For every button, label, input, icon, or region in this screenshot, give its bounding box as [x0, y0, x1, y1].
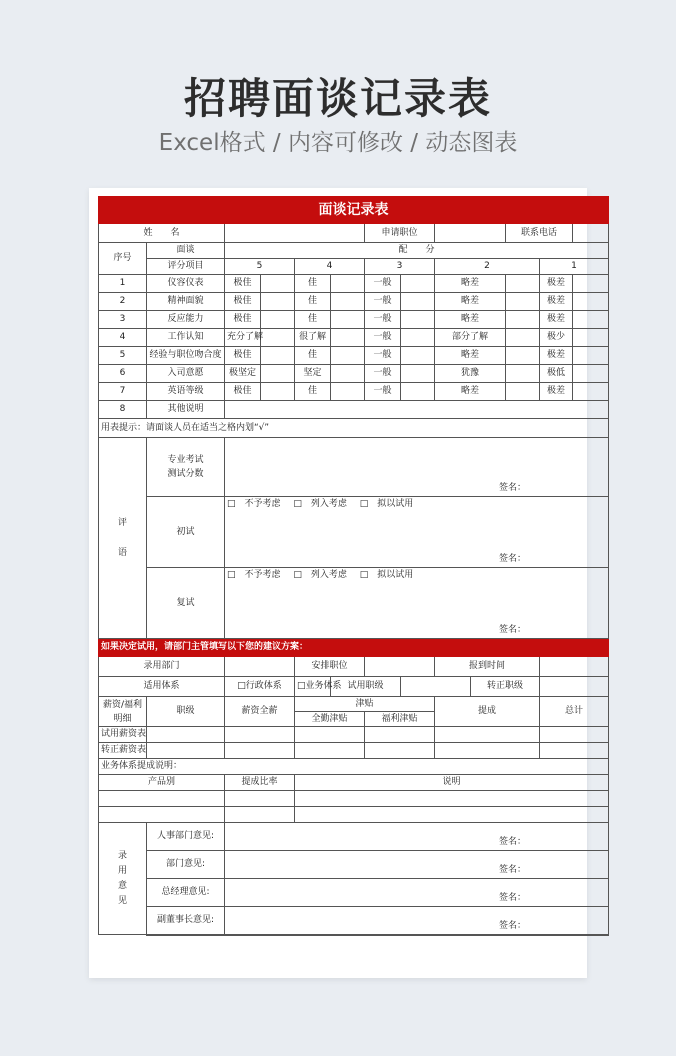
option-consider[interactable]: □ 列入考虑 [293, 499, 347, 509]
item-label-top: 面谈 [147, 243, 225, 259]
name-label: 姓 名 [99, 224, 225, 243]
check-cell[interactable] [506, 311, 540, 329]
check-cell[interactable] [401, 365, 435, 383]
explain-cell[interactable] [295, 791, 609, 807]
salary-detail-label: 薪资/福利 明细 [99, 697, 147, 727]
item-name: 经验与职位吻合度 [147, 347, 225, 365]
grade-cell: 极佳 [225, 293, 261, 311]
grade-cell: 极佳 [225, 383, 261, 401]
check-cell[interactable] [331, 275, 365, 293]
item-name: 工作认知 [147, 329, 225, 347]
check-cell[interactable] [261, 383, 295, 401]
salary-cell[interactable] [147, 743, 225, 759]
item-name: 仪容仪表 [147, 275, 225, 293]
score-3: 3 [365, 259, 435, 275]
item-name: 精神面貌 [147, 293, 225, 311]
item-no: 1 [99, 275, 147, 293]
trial-level-value[interactable] [401, 677, 471, 697]
grade-cell: 略差 [435, 293, 506, 311]
report-time-label: 报到时间 [435, 657, 540, 677]
grade-cell: 略差 [435, 383, 506, 401]
grade-cell: 极坚定 [225, 365, 261, 383]
arrange-pos-value[interactable] [365, 657, 435, 677]
exam-label [147, 438, 225, 497]
exam-label-line1: 专业考试 [167, 455, 204, 465]
comment-label: 评 语 [99, 438, 147, 639]
check-cell[interactable] [506, 347, 540, 365]
grade-cell: 一般 [365, 347, 401, 365]
grade-cell: 坚定 [295, 365, 331, 383]
grade-cell: 佳 [295, 347, 331, 365]
table-row [99, 347, 609, 365]
second-interview-area[interactable] [225, 568, 609, 639]
grade-cell: 充分了解 [225, 329, 261, 347]
item-no: 7 [99, 383, 147, 401]
item-no: 2 [99, 293, 147, 311]
item-label-bottom: 评分项目 [147, 259, 225, 275]
grade-cell: 极低 [540, 365, 573, 383]
salary-cell[interactable] [365, 743, 435, 759]
option-trial[interactable]: □ 拟以试用 [359, 570, 414, 580]
item-no: 6 [99, 365, 147, 383]
grade-cell: 佳 [295, 293, 331, 311]
grade-cell: 极少 [540, 329, 573, 347]
grade-cell: 佳 [295, 383, 331, 401]
dept-opinion-area[interactable] [225, 851, 609, 879]
hero-subtitle: Excel格式 / 内容可修改 / 动态图表 [158, 130, 518, 156]
grade-cell: 略差 [435, 347, 506, 365]
check-cell[interactable] [261, 293, 295, 311]
position-label: 申请职位 [365, 224, 435, 243]
trial-level-label: 试用职级 [331, 677, 401, 697]
grade-cell: 极差 [540, 275, 573, 293]
product-cell[interactable] [99, 791, 225, 807]
sign-label: 签名： [499, 837, 527, 847]
form-paper [89, 188, 587, 978]
check-cell[interactable] [261, 275, 295, 293]
arrange-pos-label: 安排职位 [295, 657, 365, 677]
table-row [99, 383, 609, 401]
item-name: 英语等级 [147, 383, 225, 401]
table-row [99, 293, 609, 311]
interview-form-table [98, 196, 609, 936]
table-row [99, 365, 609, 383]
salary-cell[interactable] [435, 727, 540, 743]
sign-label: 签名： [499, 920, 527, 931]
other-value[interactable] [225, 401, 609, 419]
explain-label: 说明 [295, 775, 609, 791]
grade-cell: 略差 [435, 311, 506, 329]
rate-cell[interactable] [225, 807, 295, 823]
score-1: 1 [540, 259, 609, 275]
phone-value[interactable] [573, 224, 609, 243]
check-cell[interactable] [261, 329, 295, 347]
check-cell[interactable] [261, 347, 295, 365]
hr-opinion-label: 人事部门意见: [147, 823, 225, 851]
grade-cell: 极差 [540, 383, 573, 401]
explain-cell[interactable] [295, 807, 609, 823]
salary-cell[interactable] [365, 727, 435, 743]
salary-cell[interactable] [225, 727, 295, 743]
phone-label: 联系电话 [506, 224, 573, 243]
regular-salary-label: 转正薪资表 [99, 743, 147, 759]
score-2: 2 [435, 259, 540, 275]
allowance-label: 津贴 [295, 697, 435, 712]
check-cell[interactable] [401, 311, 435, 329]
commission-label: 提成 [435, 697, 540, 727]
sign-label: 签名： [499, 893, 527, 903]
item-name: 反应能力 [147, 311, 225, 329]
check-cell[interactable] [331, 383, 365, 401]
rate-cell[interactable] [225, 791, 295, 807]
salary-cell[interactable] [225, 743, 295, 759]
check-cell[interactable] [401, 275, 435, 293]
grade-cell: 极佳 [225, 311, 261, 329]
check-cell[interactable] [573, 329, 609, 347]
welfare-allowance-label: 福利津贴 [365, 712, 435, 727]
sign-label: 签名： [499, 483, 527, 493]
grade-cell: 一般 [365, 383, 401, 401]
option-reject[interactable]: □ 不予考虑 [227, 570, 281, 580]
table-row [99, 329, 609, 347]
option-reject[interactable]: □ 不予考虑 [227, 499, 281, 509]
item-no: 3 [99, 311, 147, 329]
full-salary-label: 薪资全薪 [225, 697, 295, 727]
salary-cell[interactable] [147, 727, 225, 743]
commission-rate-label: 提成比率 [225, 775, 295, 791]
trial-note: 如果决定试用，请部门主管填写以下您的建议方案： [99, 639, 609, 657]
vp-opinion-area[interactable] [225, 907, 609, 935]
salary-cell[interactable] [540, 743, 609, 759]
name-value[interactable] [225, 224, 365, 243]
level-label: 职级 [147, 697, 225, 727]
grade-cell: 一般 [365, 293, 401, 311]
seq-label: 序号 [99, 243, 147, 275]
report-time-value[interactable] [540, 657, 609, 677]
position-value[interactable] [435, 224, 506, 243]
check-cell[interactable] [331, 365, 365, 383]
other-no: 8 [99, 401, 147, 419]
table-row [99, 275, 609, 293]
salary-cell[interactable] [540, 727, 609, 743]
hero-title: 招聘面谈记录表 [183, 74, 492, 123]
check-cell[interactable] [261, 311, 295, 329]
product-label: 产品别 [99, 775, 225, 791]
check-cell[interactable] [573, 275, 609, 293]
check-cell[interactable] [401, 293, 435, 311]
sign-label: 签名： [499, 865, 527, 875]
grade-cell: 极佳 [225, 275, 261, 293]
check-cell[interactable] [506, 329, 540, 347]
hire-dept-value[interactable] [225, 657, 295, 677]
form-title: 面谈记录表 [99, 197, 609, 224]
item-no: 5 [99, 347, 147, 365]
hire-opinion-label: 录 用 意 见 [99, 823, 147, 935]
grade-cell: 一般 [365, 311, 401, 329]
grade-cell: 很了解 [295, 329, 331, 347]
grade-cell: 犹豫 [435, 365, 506, 383]
grade-cell: 略差 [435, 275, 506, 293]
check-cell[interactable] [331, 347, 365, 365]
item-no: 4 [99, 329, 147, 347]
grade-cell: 一般 [365, 329, 401, 347]
admin-system-checkbox[interactable]: □行政体系 [225, 677, 295, 697]
check-cell[interactable] [261, 365, 295, 383]
first-interview-area[interactable] [225, 497, 609, 568]
first-interview-options [227, 499, 423, 510]
exam-score-area[interactable] [225, 438, 609, 497]
trial-salary-label: 试用薪资表 [99, 727, 147, 743]
usage-tip: 用表提示：请面谈人员在适当之格内划“√” [99, 419, 609, 438]
grade-cell: 极佳 [225, 347, 261, 365]
option-consider[interactable]: □ 列入考虑 [293, 570, 347, 580]
biz-system-checkbox[interactable]: □业务体系 [295, 677, 331, 697]
product-cell[interactable] [99, 807, 225, 823]
check-cell[interactable] [506, 293, 540, 311]
salary-cell[interactable] [295, 727, 365, 743]
form-sheet [98, 196, 584, 936]
system-label: 适用体系 [99, 677, 225, 697]
grade-cell: 佳 [295, 311, 331, 329]
regular-level-value[interactable] [540, 677, 609, 697]
grade-cell: 部分了解 [435, 329, 506, 347]
check-cell[interactable] [331, 311, 365, 329]
grade-cell: 一般 [365, 365, 401, 383]
check-cell[interactable] [331, 293, 365, 311]
item-name: 入司意愿 [147, 365, 225, 383]
hr-opinion-area[interactable] [225, 823, 609, 851]
first-interview-label: 初试 [147, 497, 225, 568]
salary-cell[interactable] [295, 743, 365, 759]
table-row [99, 311, 609, 329]
check-cell[interactable] [506, 275, 540, 293]
check-cell[interactable] [506, 365, 540, 383]
grade-cell: 极差 [540, 311, 573, 329]
total-label: 总计 [540, 697, 609, 727]
vp-opinion-label: 副董事长意见: [147, 907, 225, 935]
check-cell[interactable] [401, 347, 435, 365]
grade-cell: 佳 [295, 275, 331, 293]
sign-label: 签名： [499, 554, 527, 564]
check-cell[interactable] [573, 311, 609, 329]
score-label: 配 分 [225, 243, 609, 259]
hire-dept-label: 录用部门 [99, 657, 225, 677]
grade-cell: 极差 [540, 347, 573, 365]
score-5: 5 [225, 259, 295, 275]
grade-cell: 一般 [365, 275, 401, 293]
option-trial[interactable]: □ 拟以试用 [359, 499, 414, 509]
attendance-allowance-label: 全勤津贴 [295, 712, 365, 727]
check-cell[interactable] [573, 365, 609, 383]
check-cell[interactable] [573, 293, 609, 311]
check-cell[interactable] [573, 347, 609, 365]
check-cell[interactable] [401, 383, 435, 401]
exam-label-line2: 测试分数 [167, 469, 204, 479]
grade-cell: 极差 [540, 293, 573, 311]
gm-opinion-label: 总经理意见: [147, 879, 225, 907]
check-cell[interactable] [401, 329, 435, 347]
other-label: 其他说明 [147, 401, 225, 419]
sign-label: 签名： [499, 625, 527, 635]
check-cell[interactable] [506, 383, 540, 401]
check-cell[interactable] [573, 383, 609, 401]
salary-cell[interactable] [435, 743, 540, 759]
biz-commission-note: 业务体系提成说明： [99, 759, 609, 775]
score-4: 4 [295, 259, 365, 275]
gm-opinion-area[interactable] [225, 879, 609, 907]
regular-level-label: 转正职级 [471, 677, 540, 697]
second-interview-options [227, 570, 423, 581]
check-cell[interactable] [331, 329, 365, 347]
dept-opinion-label: 部门意见: [147, 851, 225, 879]
second-interview-label: 复试 [147, 568, 225, 639]
